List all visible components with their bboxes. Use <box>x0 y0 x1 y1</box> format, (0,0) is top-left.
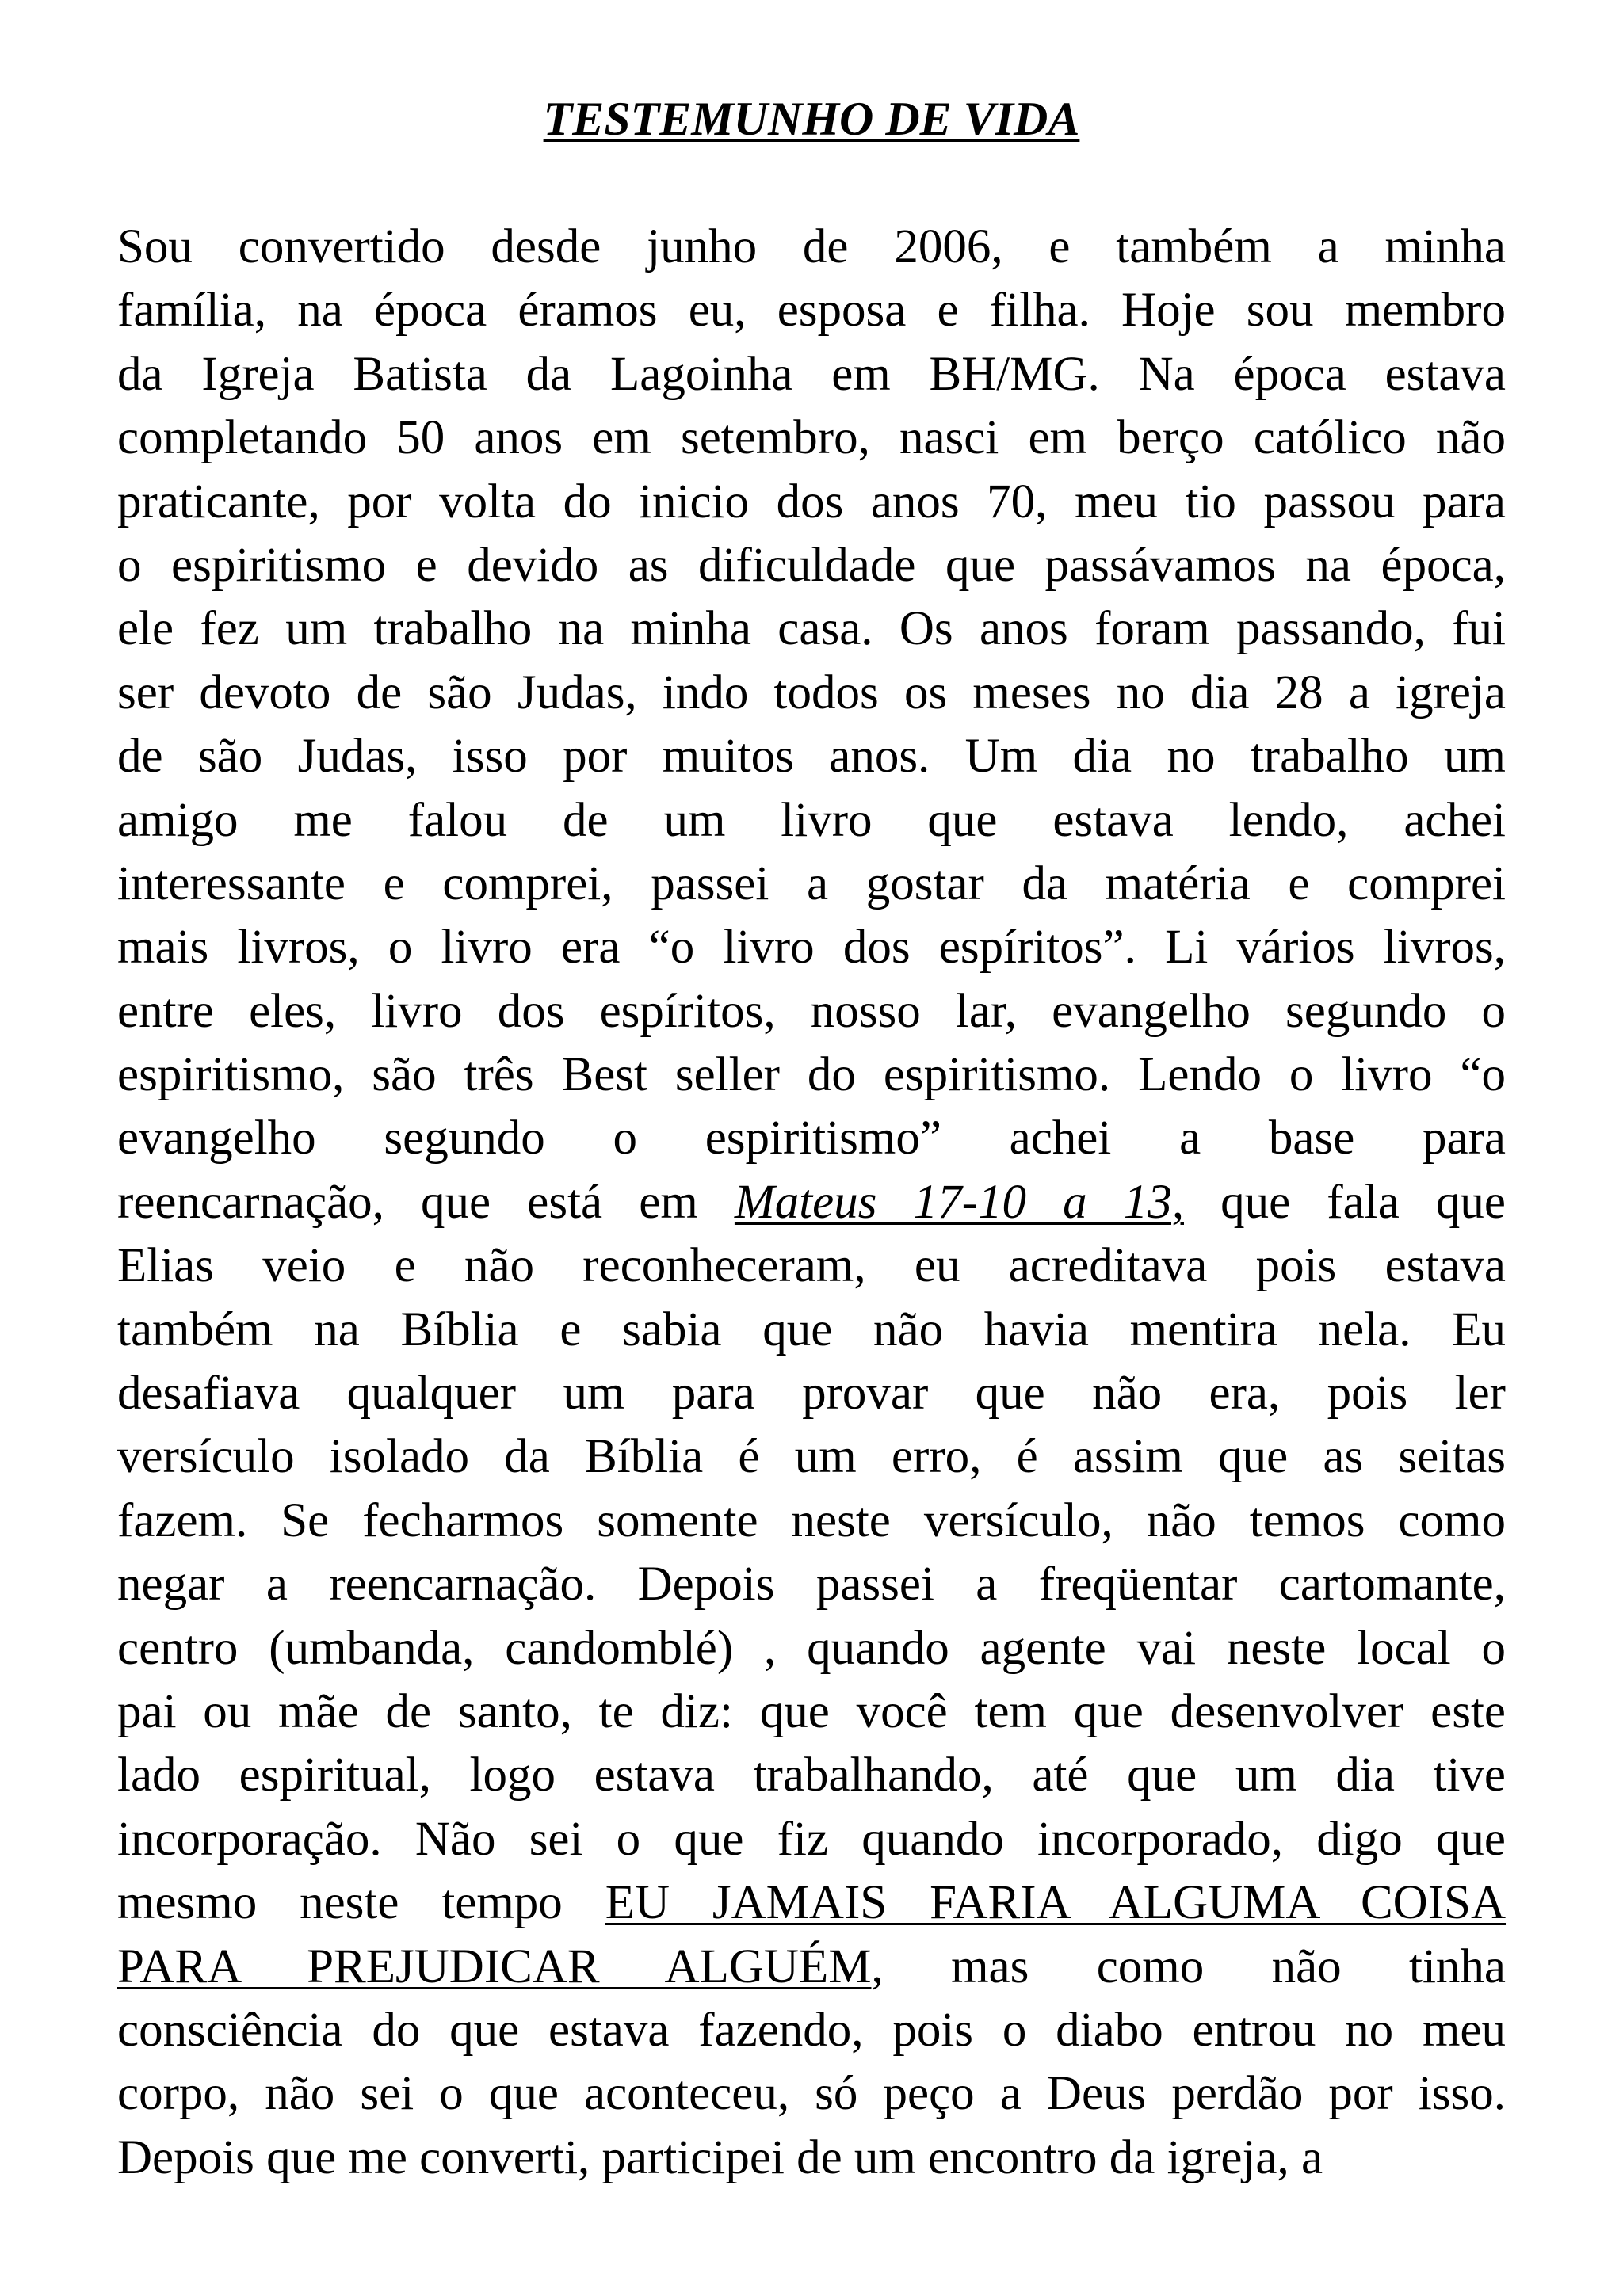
text-line: ser devoto de são Judas, indo todos os meses no dia 28 a igreja <box>117 666 1506 719</box>
line-text: , mas como não tinha <box>871 1939 1506 1993</box>
text-line: consciência do que estava fazendo, pois o diabo entrou no meu <box>117 2003 1506 2057</box>
text-line: Elias veio e não reconheceram, eu acreditava pois estava <box>117 1239 1506 1293</box>
text-line: ele fez um trabalho na minha casa. Os anos foram passando, fui <box>117 602 1506 656</box>
text-line: evangelho segundo o espiritismo” achei a base para <box>117 1112 1506 1165</box>
text-line: corpo, não sei o que aconteceu, só peço a Deus perdão por isso. <box>117 2067 1506 2121</box>
line-text: que fala que <box>1184 1175 1506 1229</box>
text-line: Depois que me converti, participei de um encontro da igreja, a <box>117 2130 1323 2184</box>
text-line: Sou convertido desde junho de 2006, e também a minha <box>117 220 1506 273</box>
text-line <box>117 1936 1506 1999</box>
text-line: versículo isolado da Bíblia é um erro, é assim que as seitas <box>117 1430 1506 1484</box>
text-line <box>117 1871 1506 1935</box>
text-line: família, na época éramos eu, esposa e filha. Hoje sou membro <box>117 284 1506 338</box>
text-line: também na Bíblia e sabia que não havia mentira nela. Eu <box>117 1302 1506 1356</box>
text-line: lado espiritual, logo estava trabalhando, até que um dia tive <box>117 1749 1506 1802</box>
line-text: mesmo neste tempo <box>117 1876 605 1930</box>
bible-reference: Mateus 17-10 a 13, <box>734 1175 1184 1229</box>
text-line: de são Judas, isso por muitos anos. Um dia no trabalho um <box>117 730 1506 784</box>
text-line: incorporação. Não sei o que fiz quando incorporado, digo que <box>117 1812 1506 1866</box>
text-line: o espiritismo e devido as dificuldade que passávamos na época, <box>117 538 1506 592</box>
emphasized-text: EU JAMAIS FARIA ALGUMA COISA <box>605 1876 1507 1930</box>
text-line: negar a reencarnação. Depois passei a freqüentar cartomante, <box>117 1558 1506 1611</box>
line-text: reencarnação, que está em <box>117 1175 735 1229</box>
text-line: pai ou mãe de santo, te diz: que você tem que desenvolver este <box>117 1684 1506 1738</box>
text-line: amigo me falou de um livro que estava lendo, achei <box>117 793 1506 847</box>
document-title: TESTEMUNHO DE VIDA <box>543 93 1080 145</box>
text-line: fazem. Se fecharmos somente neste versículo, não temos como <box>117 1493 1506 1547</box>
text-line: centro (umbanda, candomblé) , quando agente vai neste local o <box>117 1621 1506 1675</box>
text-line: desafiava qualquer um para provar que não era, pois ler <box>117 1367 1506 1421</box>
text-line <box>117 1171 1506 1234</box>
text-line: completando 50 anos em setembro, nasci em berço católico não <box>117 411 1506 465</box>
text-line: mais livros, o livro era “o livro dos espíritos”. Li vários livros, <box>117 921 1506 974</box>
text-line: entre eles, livro dos espíritos, nosso lar, evangelho segundo o <box>117 984 1506 1038</box>
text-line: da Igreja Batista da Lagoinha em BH/MG. Na época estava <box>117 347 1506 401</box>
text-line: praticante, por volta do inicio dos anos 70, meu tio passou para <box>117 475 1506 528</box>
text-line: interessante e comprei, passei a gostar da matéria e comprei <box>117 856 1506 910</box>
text-line: espiritismo, são três Best seller do espiritismo. Lendo o livro “o <box>117 1048 1506 1102</box>
document-body <box>117 215 1506 2190</box>
emphasized-text: PARA PREJUDICAR ALGUÉM <box>117 1939 872 1993</box>
